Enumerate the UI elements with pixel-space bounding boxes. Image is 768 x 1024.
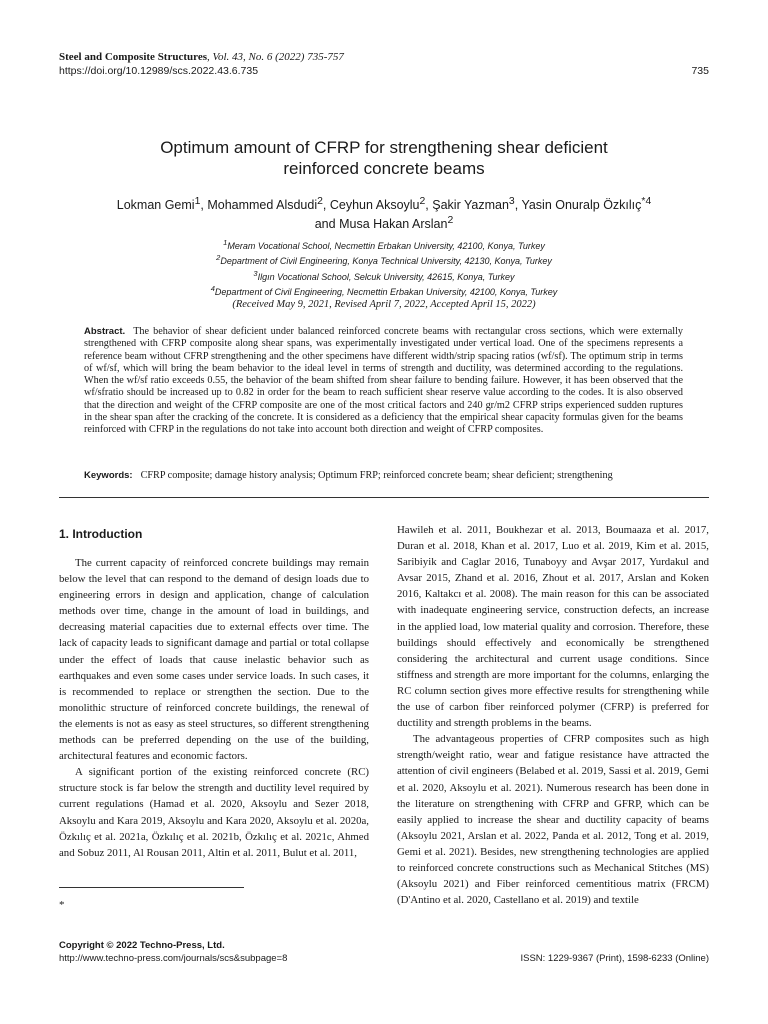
footnote-marker: * (59, 899, 65, 911)
keywords (84, 470, 683, 482)
author-name: Musa Hakan Arslan (339, 217, 448, 232)
affiliation-sup: 3 (253, 268, 258, 278)
affiliation (60, 237, 708, 252)
body-paragraph: Hawileh et al. 2011, Boukhezar et al. 2013, Boumaaza et al. 2017, Duran et al. 2018, Khan et al. 2017, Luo et al. 2019, Kim et al. 2015, Saribiyik and Caglar 2016, Tunaboуy and Avşar 2017, Yurdakul and Avsar 2015, Zhand et al. 2016, Zhout et al. 2017, Arslan and Koken 2016, Kaltakcı et al. 2008). The main reason for this can be associated with inadequate engineering service, construction defects, an increase in the applied load, low material quality and corrosion. Therefore, these buildings should effectively and economically be strengthened considering the architectural and current usage conditions. Since stiffness and strength are more important for the columns, enlarging the RC column section gives more effective results for strengthening while the use of carbon fiber reinforced polymer (CFRP) is preferred for ductility and strength problems in the beams. (397, 524, 709, 730)
keywords-label: Keywords: (84, 470, 133, 481)
author-name: Lokman Gemi (116, 198, 195, 213)
page-number: 735 (691, 65, 709, 77)
affiliation (60, 252, 708, 267)
abstract-label: Abstract. (84, 326, 126, 337)
abstract (84, 326, 683, 437)
author-sup: *4 (641, 196, 652, 207)
affiliation-sup: 1 (223, 238, 228, 247)
body-paragraph: The current capacity of reinforced concrete buildings may remain below the level that can respond to the demand of design loads due to engineering errors in design and application, change of calculation methods over time, change in the amount of load in buildings, and decreasing material capacities due to external effects over time. The lack of capacity leads to significant damage and partial or total collapse under the effect of loads that cause inelastic behavior such as earthquakes and even some cases under service loads. In such cases, it is recommended to replace or strengthen the section. Due to the monolithic structure of reinforced concrete buildings, the renewal of the elements is not as easy as steel structures, so different strengthening methods can be preferred depending on the use of the building, architectural features and economic factors. (59, 557, 369, 763)
paper-title-line-1: Optimum amount of CFRP for strengthening shear deficient (160, 138, 608, 157)
author-name: Ceyhun Aksoylu (329, 198, 420, 213)
author-sup: 2 (419, 196, 426, 207)
affiliation-sup: 2 (216, 253, 221, 263)
left-column (59, 555, 369, 861)
abstract-text: The behavior of shear deficient under balanced reinforced concrete beams with rectangular cross sections, which were externally strengthened with CFRP composite along shear spans, was experimentally investigated under vertical load. One of the specimens represents a reference beam without CFRP strengthening and the other specimens have different width/strip spacing ratios (wf/sf). The optimum strip in terms of wf/sf, which will bring the beam behavior to the ideal level in terms of strength and ductility, was determined according to the regulations. When the wf/sf ratio exceeds 0.55, the behavior of the beam shifted from shear failure to bending failure. However, it has been observed that the wf/sfratio should be increased up to 0.82 in order for the beam to reach sufficient shear reserve value according to the codes. It is also observed that the direction and weight of the CFRP composite are one of the most critical factors and 240 gr/m2 CFRP strips experienced sudden ruptures in the shear span after the cracking of the concrete. It is considered as a deficiency that the empirical shear capacity formulas given for the beams reinforced with CFRP in the regulations do not take into account both direction and weight of CFRP composites. (84, 326, 683, 436)
affiliation-text: Meram Vocational School, Necmettin Erbakan University, 42100, Konya, Turkey (227, 241, 545, 251)
author-sup: 3 (508, 196, 515, 207)
paper-title (0, 137, 768, 179)
section-heading: 1. Introduction (59, 527, 143, 541)
journal-citation (59, 51, 344, 64)
affiliation-list (60, 237, 708, 298)
copyright-notice: Copyright © 2022 Techno-Press, Ltd. (59, 940, 225, 951)
keywords-text: CFRP composite; damage history analysis; Optimum FRP; reinforced concrete beam; shear deficient; strengthening (140, 470, 613, 481)
affiliation-text: Department of Civil Engineering, Konya Technical University, 42130, Konya, Turkey (220, 256, 552, 267)
affiliation (60, 268, 708, 283)
author-line-2 (60, 213, 708, 232)
received-dates: (Received May 9, 2021, Revised April 7, 2022, Accepted April 15, 2022) (232, 299, 536, 310)
affiliation-text: Department of Civil Engineering, Necmettin Erbakan University, 42100, Konya, Turkey (214, 286, 558, 297)
right-column (397, 522, 709, 908)
paper-title-line-2: reinforced concrete beams (283, 159, 485, 178)
author-sup: 1 (194, 196, 201, 207)
author-sup: 2 (317, 196, 323, 207)
author-sup: 2 (447, 215, 454, 227)
body-paragraph: A significant portion of the existing reinforced concrete (RC) structure stock is far below the strength and ductility level required by current regulations (Hamad et al. 2020, Aksoylu and Sezer 2018, Aksoylu and Kara 2019, Aksoylu and Kara 2020, Aksoylu et al. 2020a, Özkılıç et al. 2021a, Özkılıç et al. 2021b, Özkılıç et al. 2021c, Ahmed and Sobuz 2011, Al Rousan 2011, Altin et al. 2011, Bulut et al. 2011, (59, 766, 369, 859)
author-conjunction: and (314, 217, 340, 232)
author-name: Şakir Yazman (432, 198, 509, 213)
journal-name: Steel and Composite Structures (59, 51, 207, 63)
doi-link[interactable]: https://doi.org/10.12989/scs.2022.43.6.735 (59, 65, 259, 77)
author-name: Yasin Onuralp Özkılıç (521, 198, 642, 213)
affiliation-sup: 4 (210, 283, 215, 293)
author-line-1: Lokman Gemi$^1$, Mohammed Alsdudi$^2$, Ceyhun Aksoylu$^2$, Şakir Yazman$^3$, Yasin Onuralp Özkılıç$^{*4}$ (116, 196, 652, 213)
author-list (60, 194, 708, 232)
journal-volume: , Vol. 43, No. 6 (2022) 735-757 (206, 51, 344, 63)
body-paragraph: The advantageous properties of CFRP composites such as high strength/weight ratio, wear and fatigue resistance have attracted the attention of civil engineers (Belabed et al. 2019, Sassi et al. 2019, Gemi et al. 2020, Aksoylu et al. 2021). Numerous research has been done in the literature on strengthening with CFRP and GFRP, which can be easily applied to increase the shear and ductility capacity of beams (Aksoylu 2021, Arslan et al. 2022, Panda et al. 2012, Tong et al. 2019, Gemi et al. 2021). Besides, new strengthening technologies are applied to reinforced concrete constructions such as Mechanical Stitches (MS) (Aksoylu 2021) and Fiber reinforced cementitious matrix (FRCM) (D'Antino et al. 2020, Castellano et al. 2019) and textile (397, 733, 709, 907)
footnote-rule (59, 887, 244, 888)
issn: ISSN: 1229-9367 (Print), 1598-6233 (Online) (520, 953, 709, 964)
affiliation (60, 283, 708, 298)
author-name: Mohammed Alsdudi (207, 198, 318, 213)
affiliation-text: Ilgın Vocational School, Selcuk University, 42615, Konya, Turkey (257, 271, 515, 282)
journal-url[interactable]: http://www.techno-press.com/journals/scs&subpage=8 (59, 953, 288, 964)
section-divider (59, 497, 709, 498)
